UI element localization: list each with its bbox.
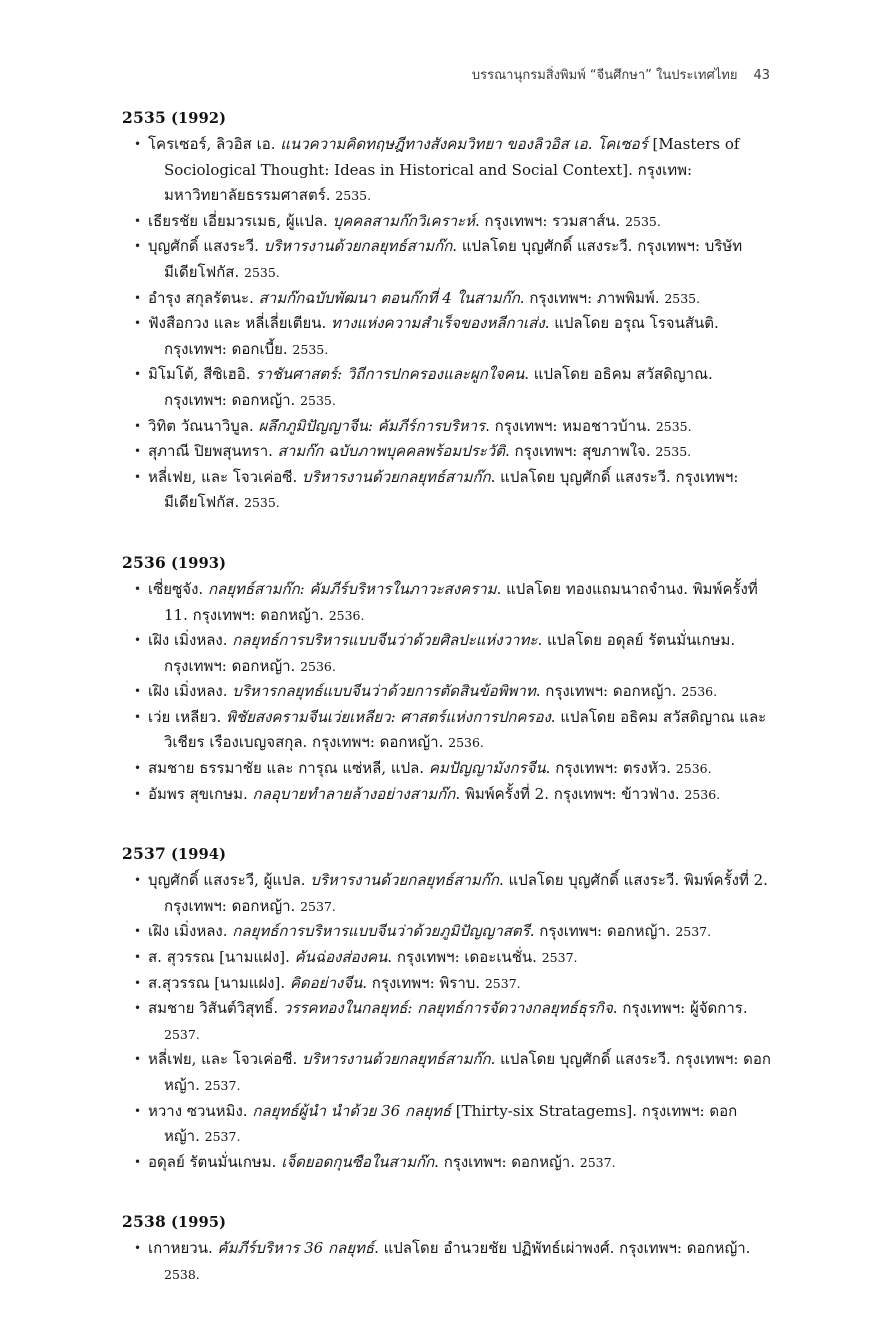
bibliography-entry (122, 577, 772, 628)
bullet-icon: • (134, 1001, 142, 1016)
year-be: 2537 (122, 844, 166, 864)
entry-text: เฝิง เมิ่งหลง. (148, 631, 233, 650)
entry-title: บริหารงานด้วยกลยุทธ์สามก๊ก (310, 871, 499, 890)
entry-text: อัมพร สุขเกษม. (148, 784, 253, 803)
entry-year: 2537. (484, 975, 521, 991)
year-ce: (1992) (170, 110, 227, 127)
bullet-icon: • (134, 924, 142, 939)
entry-title: บริหารงานด้วยกลยุทธ์สามก๊ก (263, 237, 453, 256)
bibliography-entry (122, 679, 772, 705)
bullet-icon: • (134, 367, 142, 382)
entry-text: บุญศักดิ์ แสงระวี, ผู้แปล. (148, 871, 311, 890)
entry-text: . แปลโดย บุญศักดิ์ แสงระวี. กรุงเทพฯ: บริษัทมีเดียโฟกัส. (164, 237, 743, 281)
entry-title: คันฉ่องส่องคน (294, 948, 388, 967)
entry-text: . กรุงเทพฯ: ภาพพิมพ์. (519, 288, 665, 307)
year-be: 2535 (122, 108, 166, 127)
entry-text: สุภาณี ปิยพสุนทรา. (148, 442, 278, 461)
bibliography-entry (122, 868, 772, 919)
bibliography-entry (122, 971, 772, 997)
entry-text: มิโมโต้, สีซิเฮอิ. (148, 365, 256, 384)
entry-title: คัมภีร์บริหาร 36 กลยุทธ์ (217, 1239, 375, 1258)
bullet-icon: • (134, 137, 142, 151)
entry-year: 2537. (204, 1078, 241, 1093)
entry-title: พิชัยสงครามจีนเว่ยเหลียว: ศาสตร์แห่งการปกครอง (226, 707, 551, 726)
entry-text: เซี่ยซูจัง. (148, 579, 208, 598)
entry-text: . แปลโดย บุญศักดิ์ แสงระวี. กรุงเทพฯ: มีเดียโฟกัส. (164, 467, 739, 512)
entry-text: . กรุงเทพฯ: เดอะเนชั่น. (387, 948, 542, 967)
entry-title: บุคคลสามก๊กวิเคราะห์ (332, 211, 475, 230)
entry-title: แนวความคิดทฤษฎีทางสังคมวิทยา ของลิวอิส เอ. โคเซอร์ (280, 135, 648, 153)
bibliography-section (122, 1212, 772, 1287)
entry-title: ผลึกภูมิปัญญาจีน: คัมภีร์การบริหาร (258, 416, 486, 435)
bibliography-entry (122, 414, 772, 440)
entry-year: 2537. (204, 1129, 241, 1145)
running-header-title: บรรณานุกรมสิ่งพิมพ์ “จีนศึกษา” ในประเทศไทย (471, 68, 738, 83)
bibliography-entry (122, 919, 772, 945)
entry-text: สมชาย วิสันต์วิสุทธิ์. (148, 999, 283, 1018)
bibliography-entry (122, 628, 772, 679)
entry-text: . แปลโดย บุญศักดิ์ แสงระวี. พิมพ์ครั้งที่ 2. กรุงเทพฯ: ดอกหญ้า. (164, 871, 768, 915)
year-be: 2536 (122, 552, 166, 572)
entry-year: 2537. (675, 924, 712, 940)
entry-list (122, 1236, 772, 1287)
bibliography-section (122, 844, 772, 1175)
entry-year: 2535. (244, 495, 280, 511)
entry-year: 2538. (164, 1266, 200, 1282)
entry-text: . แปลโดย อดุลย์ รัตนมั่นเกษม. กรุงเทพฯ: ดอกหญ้า. (164, 631, 736, 675)
entry-title: บริหารงานด้วยกลยุทธ์สามก๊ก (302, 1050, 491, 1069)
year-ce: (1993) (170, 554, 227, 572)
entry-title: คมปัญญามังกรจีน (428, 759, 546, 778)
entry-text: สมชาย ธรรมาชัย และ การุณ แซ่หลี, แปล. (148, 759, 429, 778)
entry-text: เกาหยวน. (148, 1239, 218, 1258)
entry-text: เว่ย เหลียว. (148, 707, 227, 726)
entry-year: 2535. (292, 341, 329, 357)
page-header (122, 64, 770, 85)
bibliography-entry (122, 439, 772, 465)
entry-text: [Thirty-six Stratagems]. กรุงเทพฯ: ดอกหญ้า. (164, 1101, 738, 1146)
section-year-heading (122, 553, 772, 572)
section-year-heading (122, 108, 772, 127)
bullet-icon: • (134, 1052, 142, 1067)
bibliography-section (122, 553, 772, 807)
entry-title: กลยุทธ์การบริหารแบบจีนว่าด้วยศิลปะแห่งวาทะ (232, 631, 538, 650)
bibliography (122, 108, 772, 1325)
entry-title: บริหารงานด้วยกลยุทธ์สามก๊ก (302, 467, 491, 486)
entry-text: . แปลโดย บุญศักดิ์ แสงระวี. กรุงเทพฯ: ดอกหญ้า. (164, 1050, 771, 1094)
year-be: 2538 (122, 1212, 166, 1232)
bullet-icon: • (134, 786, 142, 801)
entry-title: เจ็ดยอดกุนซือในสามก๊ก (281, 1152, 435, 1171)
entry-text: อดุลย์ รัตนมั่นเกษม. (148, 1152, 282, 1171)
bibliography-entry (122, 705, 772, 756)
entry-year: 2536. (684, 786, 721, 802)
entry-text: [Masters of Sociological Thought: Ideas in Historical and Social Context]. กรุงเทพ: มหาวิทยาลัยธรรมศาสตร์. (164, 135, 740, 205)
entry-year: 2537. (579, 1154, 616, 1170)
entry-text: . แปลโดย อธิคม สวัสดิญาณ. กรุงเทพฯ: ดอกหญ้า. (164, 365, 713, 409)
entry-year: 2536. (448, 735, 484, 751)
entry-text: . กรุงเทพฯ: ผู้จัดการ. (612, 999, 748, 1018)
entry-title: สามก๊กฉบับพัฒนา ตอนก๊กที่ 4 ในสามก๊ก (258, 288, 520, 307)
bullet-icon: • (134, 1241, 142, 1256)
entry-text: หลี่เฟย, และ โจวเค่อซี. (148, 467, 302, 486)
bibliography-entry (122, 996, 772, 1047)
entry-text: ฟังสือกวง และ หลี่เลี่ยเตียน. (148, 314, 332, 333)
entry-title: วรรคทองในกลยุทธ์: กลยุทธ์การจัดวางกลยุทธ์ธุรกิจ (282, 999, 613, 1018)
entry-year: 2535. (655, 444, 692, 460)
bibliography-entry (122, 1150, 772, 1176)
bibliography-entry (122, 782, 772, 808)
bullet-icon: • (134, 290, 142, 305)
entry-text: . แปลโดย อรุณ โรจนสันติ. กรุงเทพฯ: ดอกเบี้ย. (164, 314, 719, 358)
entry-year: 2536. (328, 607, 365, 623)
entry-year: 2536. (300, 658, 336, 674)
entry-text: . กรุงเทพฯ: หมอชาวบ้าน. (485, 416, 656, 435)
bullet-icon: • (134, 709, 142, 724)
entry-text: . แปลโดย ทองแถมนาถจำนง. พิมพ์ครั้งที่ 11. กรุงเทพฯ: ดอกหญ้า. (164, 579, 758, 624)
bullet-icon: • (134, 761, 142, 776)
entry-text: . กรุงเทพฯ: ตรงหัว. (545, 759, 676, 778)
bullet-icon: • (134, 684, 142, 699)
entry-text: . กรุงเทพฯ: สุขภาพใจ. (504, 442, 656, 461)
entry-year: 2536. (681, 684, 718, 700)
bibliography-entry (122, 945, 772, 971)
bullet-icon: • (134, 444, 142, 459)
entry-title: กลยุทธ์สามก๊ก: คัมภีร์บริหารในภาวะสงคราม (207, 579, 497, 598)
entry-year: 2535. (335, 188, 372, 204)
entry-year: 2535. (625, 213, 661, 229)
bullet-icon: • (134, 239, 142, 254)
entry-title: ทางแห่งความสำเร็จของหลีกาเส่ง (331, 314, 545, 333)
bullet-icon: • (134, 1103, 142, 1118)
entry-title: กลอุบายทำลายล้างอย่างสามก๊ก (252, 784, 456, 803)
entry-text: โครเซอร์, ลิวอิส เอ. (148, 135, 281, 153)
bullet-icon: • (134, 975, 142, 990)
entry-year: 2535. (655, 418, 692, 434)
entry-text: เฝิง เมิ่งหลง. (148, 682, 233, 701)
entry-text: ส. สุวรรณ [นามแฝง]. (148, 948, 295, 967)
entry-year: 2535. (300, 392, 336, 408)
bullet-icon: • (134, 316, 142, 331)
bibliography-entry (122, 209, 772, 235)
bibliography-entry (122, 1047, 772, 1098)
entry-year: 2537. (164, 1026, 200, 1042)
entry-list (122, 577, 772, 807)
entry-title: ราชันศาสตร์: วิถีการปกครองและผูกใจคน (255, 365, 525, 384)
entry-title: บริหารกลยุทธ์แบบจีนว่าด้วยการตัดสินข้อพิพาท (232, 682, 536, 701)
year-ce: (1994) (170, 846, 227, 864)
bullet-icon: • (134, 581, 142, 596)
bibliography-entry (122, 311, 772, 362)
entry-year: 2535. (664, 290, 701, 306)
bibliography-entry (122, 1099, 772, 1150)
bibliography-entry (122, 756, 772, 782)
bullet-icon: • (134, 418, 142, 433)
entry-text: ส.สุวรรณ [นามแฝง]. (148, 973, 290, 992)
entry-year: 2535. (244, 264, 280, 280)
section-year-heading (122, 844, 772, 863)
page-number: 43 (753, 68, 770, 83)
entry-title: กลยุทธ์ผู้นำ นำด้วย 36 กลยุทธ์ (252, 1101, 452, 1120)
bibliography-entry (122, 362, 772, 413)
entry-year: 2537. (541, 950, 578, 966)
bibliography-entry (122, 286, 772, 312)
year-ce: (1995) (170, 1214, 227, 1232)
entry-text: หวาง ซวนหมิง. (148, 1101, 253, 1120)
entry-title: กลยุทธ์การบริหารแบบจีนว่าด้วยภูมิปัญญาสตรี (232, 922, 530, 941)
entry-text: . พิมพ์ครั้งที่ 2. กรุงเทพฯ: ข้าวฟ่าง. (455, 784, 685, 803)
bullet-icon: • (134, 633, 142, 648)
entry-text: . กรุงเทพฯ: พิราบ. (362, 973, 485, 992)
section-year-heading (122, 1212, 772, 1231)
entry-title: คิดอย่างจีน (289, 973, 363, 992)
entry-text: เฝิง เมิ่งหลง. (148, 922, 233, 941)
bibliography-section (122, 108, 772, 516)
entry-text: . แปลโดย อำนวยชัย ปฏิพัทธ์เผ่าพงศ์. กรุงเทพฯ: ดอกหญ้า. (374, 1239, 751, 1258)
entry-text: . แปลโดย อธิคม สวัสดิญาณ และ วิเชียร เรืองเบญจสกุล. กรุงเทพฯ: ดอกหญ้า. (164, 707, 767, 752)
bullet-icon: • (134, 469, 142, 484)
bullet-icon: • (134, 1154, 142, 1169)
entry-text: . กรุงเทพฯ: รวมสาส์น. (475, 211, 626, 230)
entry-year: 2537. (300, 898, 336, 914)
entry-list (122, 132, 772, 516)
entry-text: . กรุงเทพฯ: ดอกหญ้า. (529, 922, 676, 941)
bibliography-entry (122, 465, 772, 516)
entry-title: สามก๊ก ฉบับภาพบุคคลพร้อมประวัติ (277, 442, 505, 461)
entry-text: เธียรชัย เอี่ยมวรเมธ, ผู้แปล. (148, 211, 333, 230)
bullet-icon: • (134, 873, 142, 888)
entry-text: หลี่เฟย, และ โจวเค่อซี. (148, 1050, 302, 1069)
bibliography-entry (122, 234, 772, 285)
entry-list (122, 868, 772, 1175)
entry-text: . กรุงเทพฯ: ดอกหญ้า. (434, 1152, 580, 1171)
bibliography-entry (122, 132, 772, 209)
bullet-icon: • (134, 213, 142, 228)
entry-text: . กรุงเทพฯ: ดอกหญ้า. (535, 682, 682, 701)
entry-year: 2536. (675, 761, 712, 777)
bibliography-entry (122, 1236, 772, 1287)
entry-text: อำรุง สกุลรัตนะ. (148, 288, 259, 307)
entry-text: บุญศักดิ์ แสงระวี. (148, 237, 264, 256)
entry-text: วิทิต วัณนาวิบูล. (148, 416, 259, 435)
bullet-icon: • (134, 950, 142, 965)
